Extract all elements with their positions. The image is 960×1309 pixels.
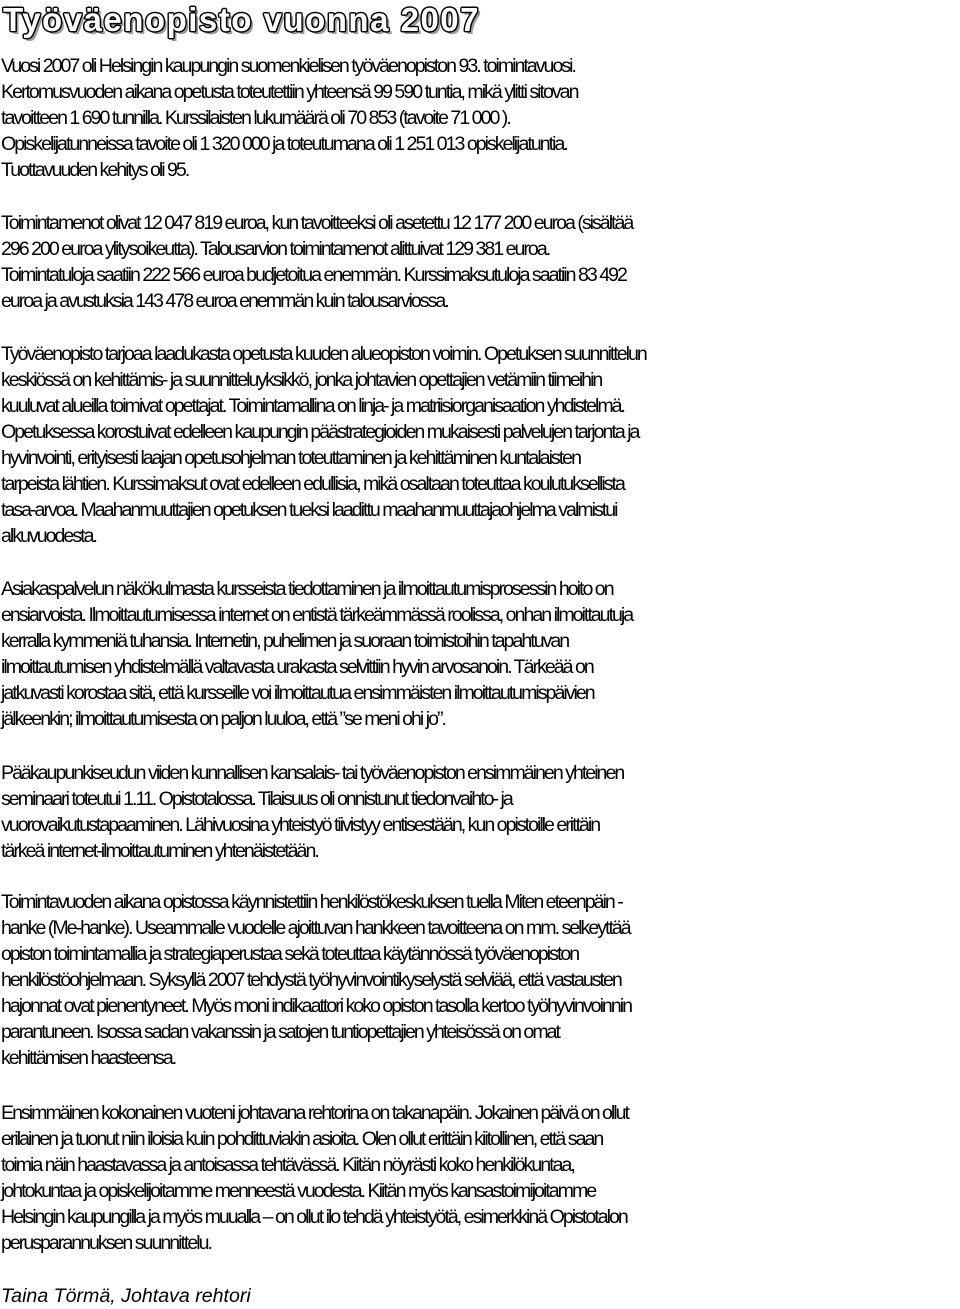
paragraph-summary — [1, 53, 959, 183]
text-line: parantuneen. Isossa sadan vakanssin ja satojen tuntiopettajien yhteisössä on omat — [1, 1021, 559, 1043]
text-line: Helsingin kaupungilla ja myös muualla – on ollut ilo tehdä yhteistyötä, esimerkkinä Opistotalon — [1, 1206, 627, 1228]
signature: Taina Törmä, Johtava rehtori — [1, 1285, 251, 1307]
text-line: tarpeista lähtien. Kurssimaksut ovat edelleen edullisia, mikä osaltaan toteuttaa koulutuksellista — [1, 473, 624, 495]
text-line: jatkuvasti korostaa sitä, että kursseille voi ilmoittautua ensimmäisten ilmoittautumispäivien — [1, 682, 594, 704]
text-line: ilmoittautumisen yhdistelmällä valtavasta urakasta selvittiin hyvin arvosanoin. Tärkeää on — [1, 656, 593, 678]
text-line: vuorovaikutustapaaminen. Lähivuosina yhteistyö tiivistyy entisestään, kun opistoille erittäin — [1, 814, 600, 836]
text-line: Vuosi 2007 oli Helsingin kaupungin suomenkielisen työväenopiston 93. toimintavuosi. — [1, 55, 575, 77]
text-line: jälkeenkin; ilmoittautumisesta on paljon luuloa, että ”se meni ohi jo”. — [1, 708, 445, 730]
text-line: henkilöstöohjelmaan. Syksyllä 2007 tehdystä työhyvinvointikyselystä selviää, että vastausten — [1, 969, 621, 991]
paragraph-seminar — [1, 760, 959, 864]
text-line: Asiakaspalvelun näkökulmasta kursseista tiedottaminen ja ilmoittautumisprosessin hoito on — [1, 578, 613, 600]
paragraph-organisation — [1, 341, 959, 549]
text-line: Ensimmäinen kokonainen vuoteni johtavana rehtorina on takanapäin. Jokainen päivä on ollut — [1, 1102, 628, 1124]
text-line: tasa-arvoa. Maahanmuuttajien opetuksen tueksi laadittu maahanmuuttajaohjelma valmistui — [1, 499, 617, 521]
text-line: tärkeä internet-ilmoittautuminen yhtenäistetään. — [1, 840, 318, 862]
text-line: Opetuksessa korostuivat edelleen kaupungin päästrategioiden mukaisesti palvelujen tarjonta ja — [1, 421, 639, 443]
text-line: ensiarvoista. Ilmoittautumisessa internet on entistä tärkeämmässä roolissa, onhan ilmoittautuja — [1, 604, 633, 626]
text-line: Työväenopisto tarjoaa laadukasta opetusta kuuden alueopiston voimin. Opetuksen suunnittelun — [1, 343, 646, 365]
text-line: toimia näin haastavassa ja antoisassa tehtävässä. Kiitän nöyrästi koko henkilökuntaa, — [1, 1154, 574, 1176]
text-line: kerralla kymmeniä tuhansia. Internetin, puhelimen ja suoraan toimistoihin tapahtuvan — [1, 630, 569, 652]
text-line: hajonnat ovat pienentyneet. Myös moni indikaattori koko opiston tasolla kertoo työhyvinvoinnin — [1, 995, 631, 1017]
text-line: Kertomusvuoden aikana opetusta toteutettiin yhteensä 99 590 tuntia, mikä ylitti sitovan — [1, 81, 578, 103]
paragraph-staff-project — [1, 889, 959, 1071]
text-line: erilainen ja tuonut niin iloisia kuin pohdittuviakin asioita. Olen ollut erittäin kiitollinen, että saan — [1, 1128, 603, 1150]
text-line: Toimintatuloja saatiin 222 566 euroa budjetoitua enemmän. Kurssimaksutuloja saatiin 83 492 — [1, 264, 626, 286]
text-line: Tuottavuuden kehitys oli 95. — [1, 159, 189, 181]
text-line: tavoitteen 1 690 tunnilla. Kurssilaisten lukumäärä oli 70 853 (tavoite 71 000 ). — [1, 107, 510, 129]
text-line: kuuluvat alueilla toimivat opettajat. Toimintamallina on linja- ja matriisiorganisaation yhdistelmä. — [1, 395, 624, 417]
text-line: Opiskelijatunneissa tavoite oli 1 320 000 ja toteutumana oli 1 251 013 opiskelijatuntia. — [1, 133, 567, 155]
text-line: euroa ja avustuksia 143 478 euroa enemmän kuin talousarviossa. — [1, 290, 448, 312]
text-line: hyvinvointi, erityisesti laajan opetusohjelman toteuttaminen ja kehittäminen kuntalaisten — [1, 447, 580, 469]
paragraph-finances — [1, 210, 959, 314]
text-line: Toimintamenot olivat 12 047 819 euroa, kun tavoitteeksi oli asetettu 12 177 200 euroa (sisältää — [1, 212, 633, 234]
text-line: perusparannuksen suunnittelu. — [1, 1232, 211, 1254]
text-line: Pääkaupunkiseudun viiden kunnallisen kansalais- tai työväenopiston ensimmäinen yhteinen — [1, 762, 624, 784]
text-line: johtokuntaa ja opiskelijoitamme menneestä vuodesta. Kiitän myös kansastoimijoitamme — [1, 1180, 596, 1202]
page-title: Työväenopisto vuonna 2007 — [3, 1, 481, 38]
text-line: Toimintavuoden aikana opistossa käynnistettiin henkilöstökeskuksen tuella Miten eteenpäin - — [1, 891, 622, 913]
text-line: seminaari toteutui 1.11. Opistotalossa. Tilaisuus oli onnistunut tiedonvaihto- ja — [1, 788, 512, 810]
paragraph-customer-service — [1, 576, 959, 732]
text-line: keskiössä on kehittämis- ja suunnitteluyksikkö, jonka johtavien opettajien vetämiin tiimeihin — [1, 369, 602, 391]
text-line: alkuvuodesta. — [1, 525, 96, 547]
paragraph-closing — [1, 1100, 959, 1256]
text-line: opiston toimintamallia ja strategiaperustaa sekä toteuttaa käytännössä työväenopiston — [1, 943, 579, 965]
text-line: hanke (Me-hanke). Useammalle vuodelle ajoittuvan hankkeen tavoitteena on mm. selkeyttää — [1, 917, 630, 939]
text-line: kehittämisen haasteensa. — [1, 1047, 176, 1069]
text-line: 296 200 euroa ylitysoikeutta). Talousarvion toimintamenot alittuivat 129 381 euroa. — [1, 238, 550, 260]
